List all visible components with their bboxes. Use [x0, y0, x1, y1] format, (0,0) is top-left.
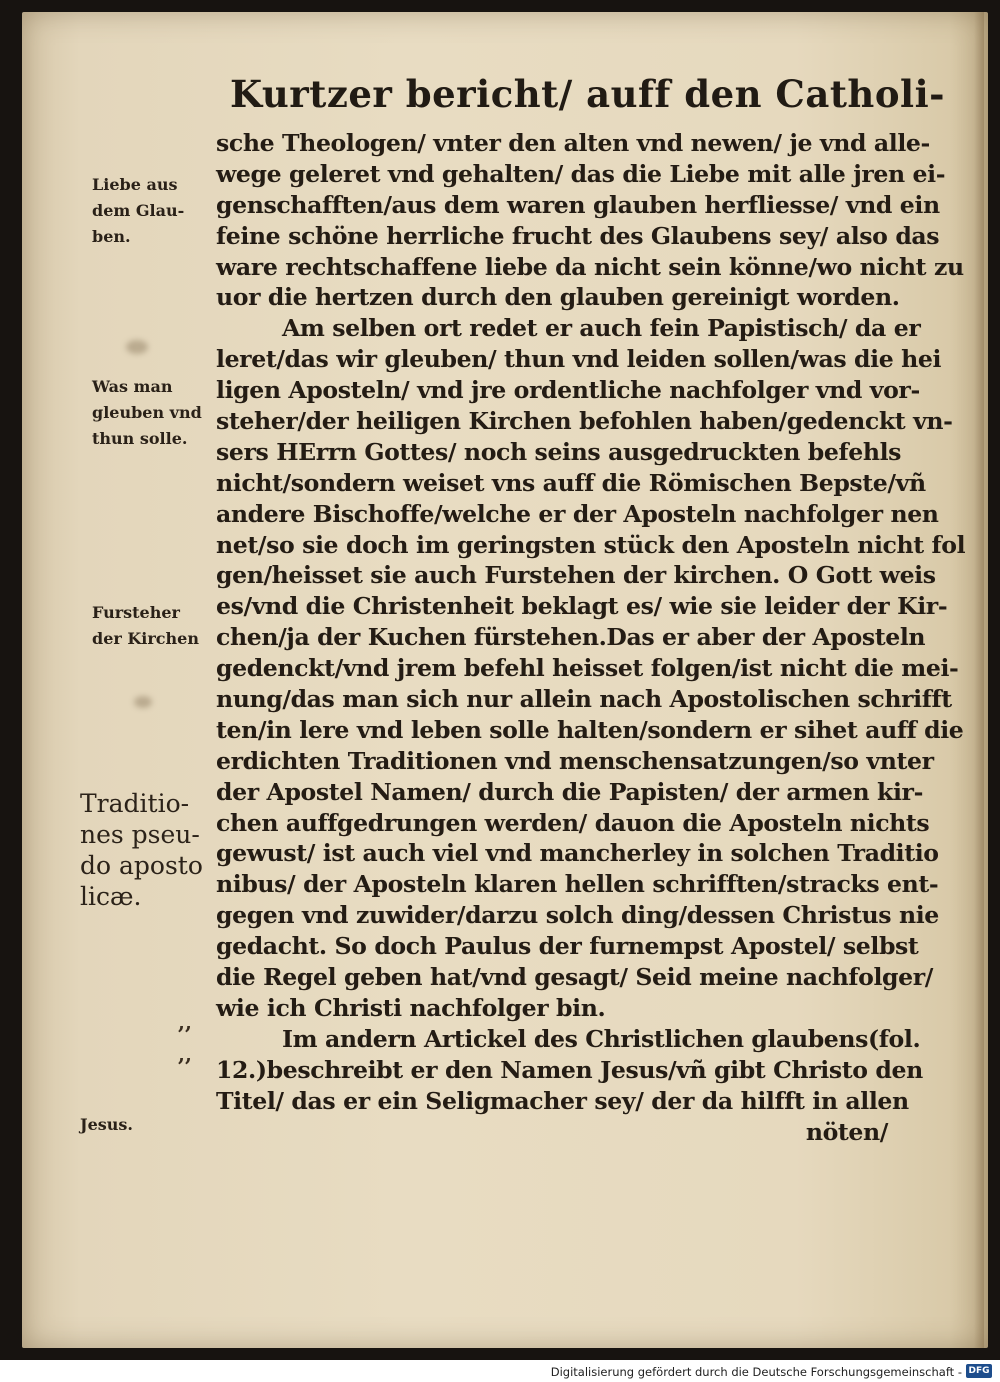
- text-line: gedenckt/vnd jrem befehl heisset folgen/ist nicht die mei-: [216, 654, 959, 683]
- text-line: feine schöne herrliche frucht des Glaubens sey/ also das: [216, 221, 940, 250]
- quote-mark: ,,: [178, 1010, 192, 1034]
- text-line: ware rechtschaffene liebe da nicht sein könne/wo nicht zu: [216, 252, 964, 281]
- margin-note-traditiones: [80, 788, 203, 912]
- text-line: gegen vnd zuwider/darzu solch ding/dessen Christus nie: [216, 901, 939, 930]
- text-line: net/so sie doch im geringsten stück den Aposteln nicht fol: [216, 530, 966, 559]
- margin-note-line: licæ.: [80, 882, 142, 911]
- text-line: wie ich Christi nachfolger bin.: [216, 993, 606, 1022]
- quote-mark: ,,: [178, 1042, 192, 1066]
- margin-note-line: do aposto: [80, 851, 203, 880]
- text-line: 12.)beschreibt er den Namen Jesus/vñ gibt Christo den: [216, 1055, 923, 1084]
- text-line: sche Theologen/ vnter den alten vnd newen/ je vnd alle-: [216, 129, 930, 157]
- text-line: uor die hertzen durch den glauben gereinigt worden.: [216, 283, 900, 312]
- text-line: andere Bischoffe/welche er der Aposteln nachfolger nen: [216, 499, 939, 528]
- text-line: erdichten Traditionen vnd menschensatzungen/so vnter: [216, 746, 934, 775]
- margin-note-line: thun solle.: [92, 429, 188, 448]
- text-line: Im andern Artickel des Christlichen glaubens(fol.: [282, 1024, 921, 1053]
- text-line: nöten/: [805, 1117, 888, 1146]
- margin-note-line: dem Glau-: [92, 201, 185, 220]
- margin-note-jesus: [80, 1112, 133, 1138]
- text-line: nicht/sondern weiset vns auff die Römischen Bepste/vñ: [216, 468, 926, 497]
- text-line: nibus/ der Aposteln klaren hellen schrifften/stracks ent-: [216, 870, 939, 899]
- text-line: nung/das man sich nur allein nach Apostolischen schrifft: [216, 685, 952, 714]
- margin-note-line: Traditio-: [80, 789, 190, 818]
- margin-note-line: Jesus.: [80, 1115, 133, 1134]
- margin-note-line: Fursteher: [92, 603, 180, 622]
- margin-note-line: gleuben vnd: [92, 403, 202, 422]
- dfg-logo-icon: DFG: [966, 1364, 992, 1378]
- text-line: steher/der heiligen Kirchen befohlen haben/gedenckt vn-: [216, 407, 953, 436]
- text-line: leret/das wir gleuben/ thun vnd leiden sollen/was die hei: [216, 345, 942, 374]
- margin-note-fursteher: [92, 600, 199, 652]
- margin-note-line: Liebe aus: [92, 175, 178, 194]
- text-line: wege geleret vnd gehalten/ das die Liebe mit alle jren ei-: [216, 159, 946, 188]
- margin-note-line: nes pseu-: [80, 820, 200, 849]
- text-line: ligen Aposteln/ vnd jre ordentliche nachfolger vnd vor-: [216, 376, 920, 405]
- text-line: gedacht. So doch Paulus der furnempst Apostel/ selbst: [216, 932, 919, 961]
- running-head: Kurtzer bericht/ auff den Catholi-: [230, 72, 945, 116]
- margin-note-was-man: [92, 374, 202, 452]
- margin-note-line: der Kirchen: [92, 629, 199, 648]
- text-line: sers HErrn Gottes/ noch seins ausgedruckten befehls: [216, 437, 902, 466]
- body-text: [216, 128, 966, 1147]
- text-line: genschafften/aus dem waren glauben herfliesse/ vnd ein: [216, 190, 940, 219]
- text-line: gewust/ ist auch viel vnd mancherley in solchen Traditio: [216, 839, 939, 868]
- text-line: die Regel geben hat/vnd gesagt/ Seid meine nachfolger/: [216, 963, 934, 992]
- text-line: Titel/ das er ein Seligmacher sey/ der da hilfft in allen: [216, 1086, 909, 1115]
- text-line: Am selben ort redet er auch fein Papistisch/ da er: [282, 314, 921, 343]
- text-line: ten/in lere vnd leben solle halten/sondern er sihet auff die: [216, 715, 964, 744]
- text-line: der Apostel Namen/ durch die Papisten/ der armen kir-: [216, 777, 923, 806]
- ink-smudge: [126, 340, 148, 354]
- text-line: es/vnd die Christenheit beklagt es/ wie sie leider der Kir-: [216, 592, 948, 621]
- margin-note-line: ben.: [92, 227, 131, 246]
- text-line: gen/heisset sie auch Furstehen der kirchen. O Gott weis: [216, 561, 936, 590]
- margin-note-line: Was man: [92, 377, 173, 396]
- footer-credit: Digitalisierung gefördert durch die Deutsche Forschungsgemeinschaft -: [550, 1365, 962, 1379]
- margin-note-liebe: [92, 172, 184, 250]
- text-line: chen/ja der Kuchen fürstehen.Das er aber der Aposteln: [216, 623, 926, 652]
- text-line: chen auffgedrungen werden/ dauon die Aposteln nichts: [216, 808, 930, 837]
- ink-smudge: [134, 696, 152, 708]
